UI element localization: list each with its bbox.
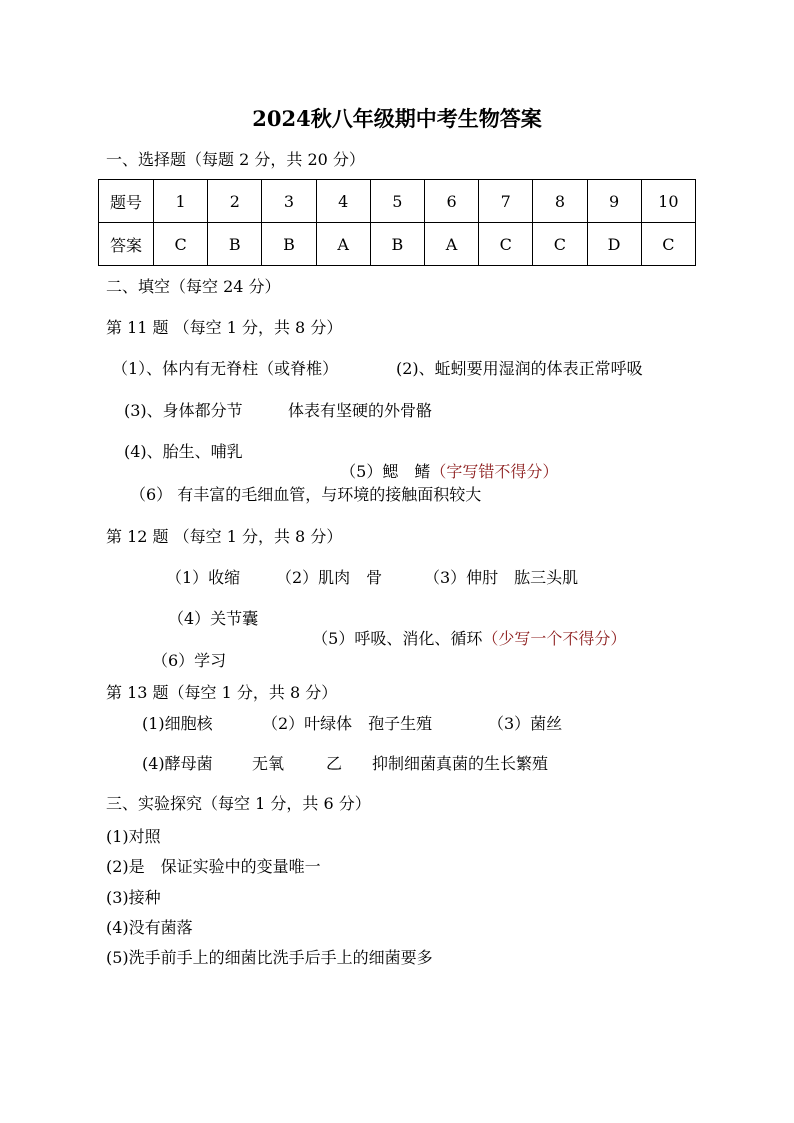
table-cell: 2 [208, 180, 262, 223]
page-title: 2024秋八年级期中考生物答案 [252, 106, 542, 131]
q11-answer-5-text: （5）鳃 鳍 [340, 462, 431, 481]
q11-answer-3a: (3)、身体都分节 [124, 401, 243, 420]
table-cell: 8 [533, 180, 587, 223]
table-cell: 9 [587, 180, 641, 223]
q12-answer-4: （4）关节囊 [168, 609, 259, 628]
q12-answer-5-note: （少写一个不得分） [482, 629, 627, 648]
table-row-answers [99, 223, 696, 266]
q11-answer-5 [330, 442, 558, 482]
q13-answer-2: （2）叶绿体 孢子生殖 [262, 714, 433, 733]
table-cell: C [154, 223, 208, 266]
answer-table [98, 179, 696, 266]
table-row-label: 题号 [99, 180, 154, 223]
table-cell: C [479, 223, 533, 266]
q11-answer-2: (2)、蚯蚓要用湿润的体表正常呼吸 [396, 359, 643, 378]
table-cell: B [370, 223, 424, 266]
q13-answer-3: （3）菌丝 [488, 714, 563, 733]
q11-heading: 第 11 题 （每空 1 分，共 8 分） [106, 318, 343, 337]
section3-item-3: (3)接种 [106, 888, 161, 907]
section3-item-5: (5)洗手前手上的细菌比洗手后手上的细菌要多 [106, 948, 433, 967]
q12-heading: 第 12 题 （每空 1 分，共 8 分） [106, 527, 343, 546]
section3-item-4: (4)没有菌落 [106, 918, 193, 937]
table-cell: 7 [479, 180, 533, 223]
q11-answer-5-note: （字写错不得分） [430, 462, 559, 481]
q11-answer-1: （1）、体内有无脊柱（或脊椎） [112, 359, 339, 378]
q13-answer-4a: (4)酵母菌 [142, 754, 213, 773]
q11-answer-6: （6） 有丰富的毛细血管，与环境的接触面积较大 [130, 485, 482, 504]
q11-answer-4: (4)、胎生、哺乳 [124, 442, 243, 461]
q12-answer-1: （1）收缩 [166, 568, 241, 587]
q12-answer-3: （3）伸肘 肱三头肌 [424, 568, 579, 587]
q12-answer-6: （6）学习 [152, 651, 227, 670]
q13-answer-4d: 抑制细菌真菌的生长繁殖 [372, 754, 549, 773]
table-cell: 1 [154, 180, 208, 223]
q12-answer-2: （2）肌肉 骨 [276, 568, 383, 587]
q13-answer-1: (1)细胞核 [142, 714, 213, 733]
section1-heading: 一、选择题（每题 2 分，共 20 分） [106, 150, 365, 169]
table-cell: 5 [370, 180, 424, 223]
table-cell: 4 [316, 180, 370, 223]
section3-heading: 三、实验探究（每空 1 分，共 6 分） [106, 794, 371, 813]
section2-heading: 二、填空（每空 24 分） [106, 277, 281, 296]
table-cell: 3 [262, 180, 316, 223]
table-cell: 6 [424, 180, 478, 223]
table-row-numbers [99, 180, 696, 223]
table-cell: B [208, 223, 262, 266]
q12-answer-5 [302, 609, 626, 649]
table-cell: A [316, 223, 370, 266]
table-row-label: 答案 [99, 223, 154, 266]
section3-item-2: (2)是 保证实验中的变量唯一 [106, 857, 321, 876]
q13-heading: 第 13 题（每空 1 分，共 8 分） [106, 683, 338, 702]
q11-answer-3b: 体表有坚硬的外骨骼 [288, 401, 433, 420]
table-cell: 10 [641, 180, 695, 223]
table-cell: C [641, 223, 695, 266]
table-cell: C [533, 223, 587, 266]
table-cell: D [587, 223, 641, 266]
q13-answer-4c: 乙 [326, 754, 343, 773]
section3-item-1: (1)对照 [106, 827, 161, 846]
q13-answer-4b: 无氧 [252, 754, 285, 773]
table-cell: A [424, 223, 478, 266]
q12-answer-5-text: （5）呼吸、消化、循环 [312, 629, 483, 648]
table-cell: B [262, 223, 316, 266]
